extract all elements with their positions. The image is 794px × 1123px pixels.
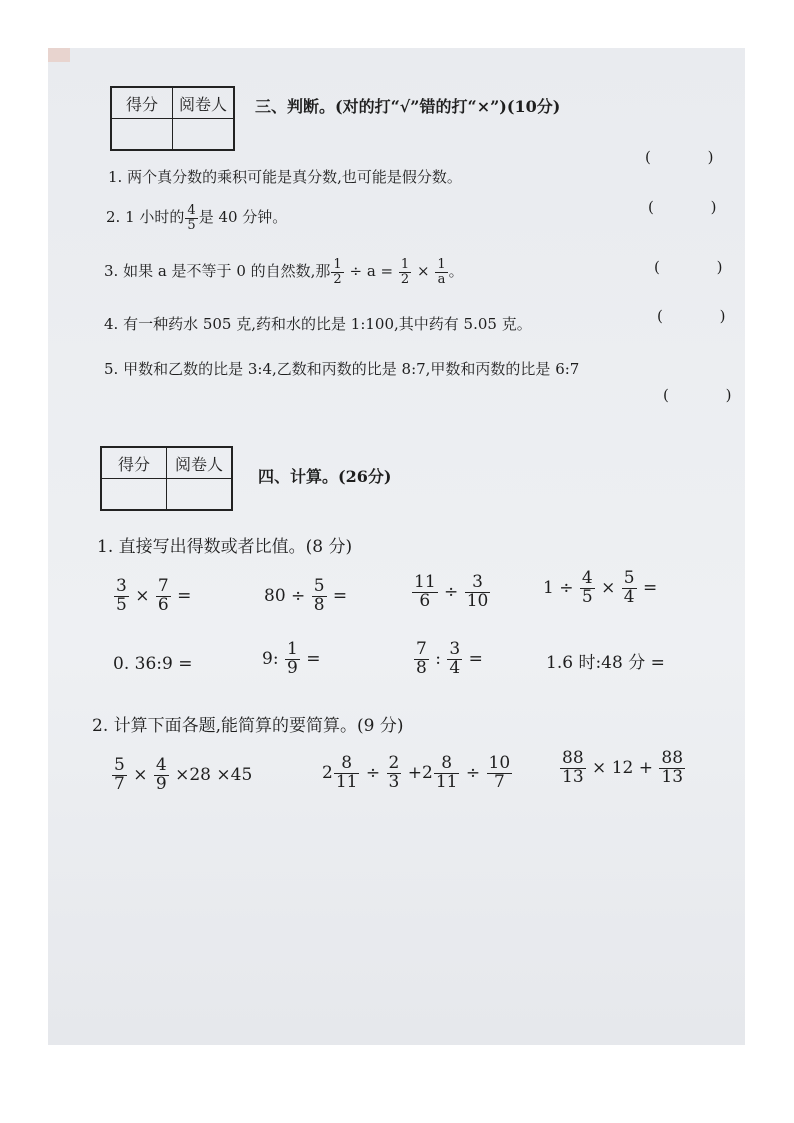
numerator: 1 [286, 639, 298, 659]
equals-sign: = [306, 648, 321, 669]
judge-question-1: 1. 两个真分数的乘积可能是真分数,也可能是假分数。 [108, 168, 462, 186]
fraction [580, 570, 595, 607]
fraction [312, 578, 327, 615]
score-table-section3 [110, 86, 235, 151]
fraction [560, 750, 586, 787]
numerator: 1 [437, 257, 446, 272]
equals-sign: = [643, 577, 658, 598]
score-table-section4 [100, 446, 233, 511]
q2-prefix: 2. 1 小时的 [106, 208, 185, 227]
calc-expression-3 [559, 750, 686, 787]
operator: × [133, 764, 148, 785]
q3-suffix: 。 [448, 262, 464, 281]
numerator: 4 [155, 755, 167, 775]
numerator: 11 [414, 572, 436, 592]
numerator: 7 [157, 576, 169, 596]
fraction [434, 755, 460, 792]
paper-corner-mark [48, 48, 70, 62]
denominator: 9 [286, 657, 298, 678]
denominator: 9 [155, 773, 167, 794]
denominator: 4 [449, 657, 461, 678]
calc-item-6 [262, 641, 320, 678]
fraction-1-2 [331, 258, 343, 286]
plus-term: +2 [407, 762, 433, 783]
denominator: 8 [416, 657, 427, 678]
numerator: 1 [400, 257, 410, 272]
operator: × [601, 577, 616, 598]
denominator: 4 [623, 586, 635, 607]
subsection1-title: 1. 直接写出得数或者比值。(8 分) [97, 537, 353, 557]
calc-expression-2 [322, 755, 513, 792]
calc-prefix: 1 ÷ [543, 577, 574, 598]
operator: ÷ [465, 762, 481, 783]
numerator: 2 [388, 753, 400, 773]
calc-item-7 [413, 641, 483, 678]
numerator: 4 [187, 203, 196, 218]
fraction [285, 641, 300, 678]
judge-question-4: 4. 有一种药水 505 克,药和水的比是 1:100,其中药有 5.05 克。 [104, 315, 532, 333]
expression-rest: ×28 ×45 [175, 764, 253, 785]
denominator: 5 [116, 594, 127, 615]
calc-expression-1 [111, 757, 252, 794]
fraction [387, 755, 402, 792]
numerator: 3 [449, 639, 461, 659]
subsection2-title: 2. 计算下面各题,能简算的要简算。(9 分) [92, 716, 404, 736]
fraction [465, 574, 491, 611]
score-header: 得分 [101, 447, 167, 479]
fraction [659, 750, 685, 787]
equals-sign: = [332, 585, 348, 606]
calc-prefix: 80 ÷ [264, 585, 306, 606]
operator: ÷ [444, 581, 459, 602]
fraction [114, 578, 129, 615]
answer-blank-2[interactable]: ( ) [648, 198, 743, 216]
denominator: 11 [335, 771, 358, 792]
answer-blank-3[interactable]: ( ) [654, 258, 749, 276]
numerator: 4 [581, 568, 593, 588]
denominator: 10 [466, 590, 489, 611]
operator: × [135, 585, 150, 606]
numerator: 7 [416, 639, 427, 659]
fraction [412, 574, 438, 611]
denominator: 6 [419, 590, 431, 611]
numerator: 8 [434, 755, 460, 774]
equals-sign: = [468, 648, 483, 669]
denominator: 2 [333, 271, 342, 287]
calc-item-5: 0. 36:9 = [113, 654, 193, 674]
fraction [334, 755, 360, 792]
fraction [622, 570, 637, 607]
answer-blank-1[interactable]: ( ) [645, 148, 740, 166]
denominator: 8 [313, 594, 325, 615]
fraction-1-2 [399, 258, 411, 286]
grader-header: 阅卷人 [173, 87, 235, 119]
section4-title: 四、计算。(26分) [258, 467, 392, 486]
score-header: 得分 [111, 87, 173, 119]
denominator: 7 [114, 773, 125, 794]
denominator: 3 [388, 771, 400, 792]
q2-suffix: 是 40 分钟。 [198, 208, 288, 227]
operator: ÷ [365, 762, 381, 783]
whole-number: 2 [322, 762, 333, 783]
numerator: 1 [333, 257, 342, 272]
numerator: 5 [114, 755, 125, 775]
grader-header: 阅卷人 [167, 447, 233, 479]
numerator: 88 [562, 748, 584, 768]
calc-item-8: 1.6 时:48 分 = [546, 653, 665, 673]
score-cell[interactable] [101, 479, 167, 511]
numerator: 3 [465, 574, 491, 593]
expression-mid: × 12 + [592, 757, 653, 778]
denominator: 13 [661, 766, 684, 787]
denominator: 2 [400, 271, 410, 287]
denominator: a [437, 271, 446, 287]
q3-mid: ÷ a = [349, 262, 394, 281]
numerator: 3 [116, 576, 127, 596]
fraction [487, 755, 513, 792]
fraction [112, 757, 127, 794]
score-cell[interactable] [111, 119, 173, 151]
calc-item-4 [543, 570, 657, 607]
fraction [414, 641, 429, 678]
denominator: 5 [581, 586, 593, 607]
denominator: 7 [493, 771, 505, 792]
grader-cell[interactable] [173, 119, 235, 151]
numerator: 10 [488, 753, 511, 773]
grader-cell[interactable] [167, 479, 233, 511]
fraction [154, 757, 169, 794]
fraction [156, 578, 171, 615]
numerator: 5 [623, 568, 635, 588]
judge-question-2 [106, 204, 287, 232]
answer-blank-5[interactable]: ( ) [663, 386, 758, 404]
judge-question-3 [104, 258, 464, 286]
denominator: 13 [562, 766, 584, 787]
numerator: 8 [334, 755, 360, 774]
numerator: 88 [661, 748, 684, 768]
q3-prefix: 3. 如果 a 是不等于 0 的自然数,那 [104, 262, 331, 281]
fraction-1-a [435, 258, 447, 286]
denominator: 6 [157, 594, 169, 615]
numerator: 5 [313, 576, 325, 596]
denominator: 11 [435, 771, 458, 792]
calc-prefix: 9: [262, 648, 279, 669]
calc-item-3 [411, 574, 491, 611]
calc-item-1 [113, 578, 191, 615]
section3-title: 三、判断。(对的打“√”错的打“×”)(10分) [255, 97, 561, 116]
calc-item-2 [264, 578, 347, 615]
answer-blank-4[interactable]: ( ) [657, 307, 752, 325]
operator: : [435, 648, 441, 669]
fraction-4-5 [185, 204, 197, 232]
judge-question-5: 5. 甲数和乙数的比是 3:4,乙数和丙数的比是 8:7,甲数和丙数的比是 6:7 [104, 360, 580, 378]
equals-sign: = [177, 585, 192, 606]
denominator: 5 [187, 217, 196, 233]
times-sign: × [416, 262, 430, 281]
fraction [447, 641, 462, 678]
